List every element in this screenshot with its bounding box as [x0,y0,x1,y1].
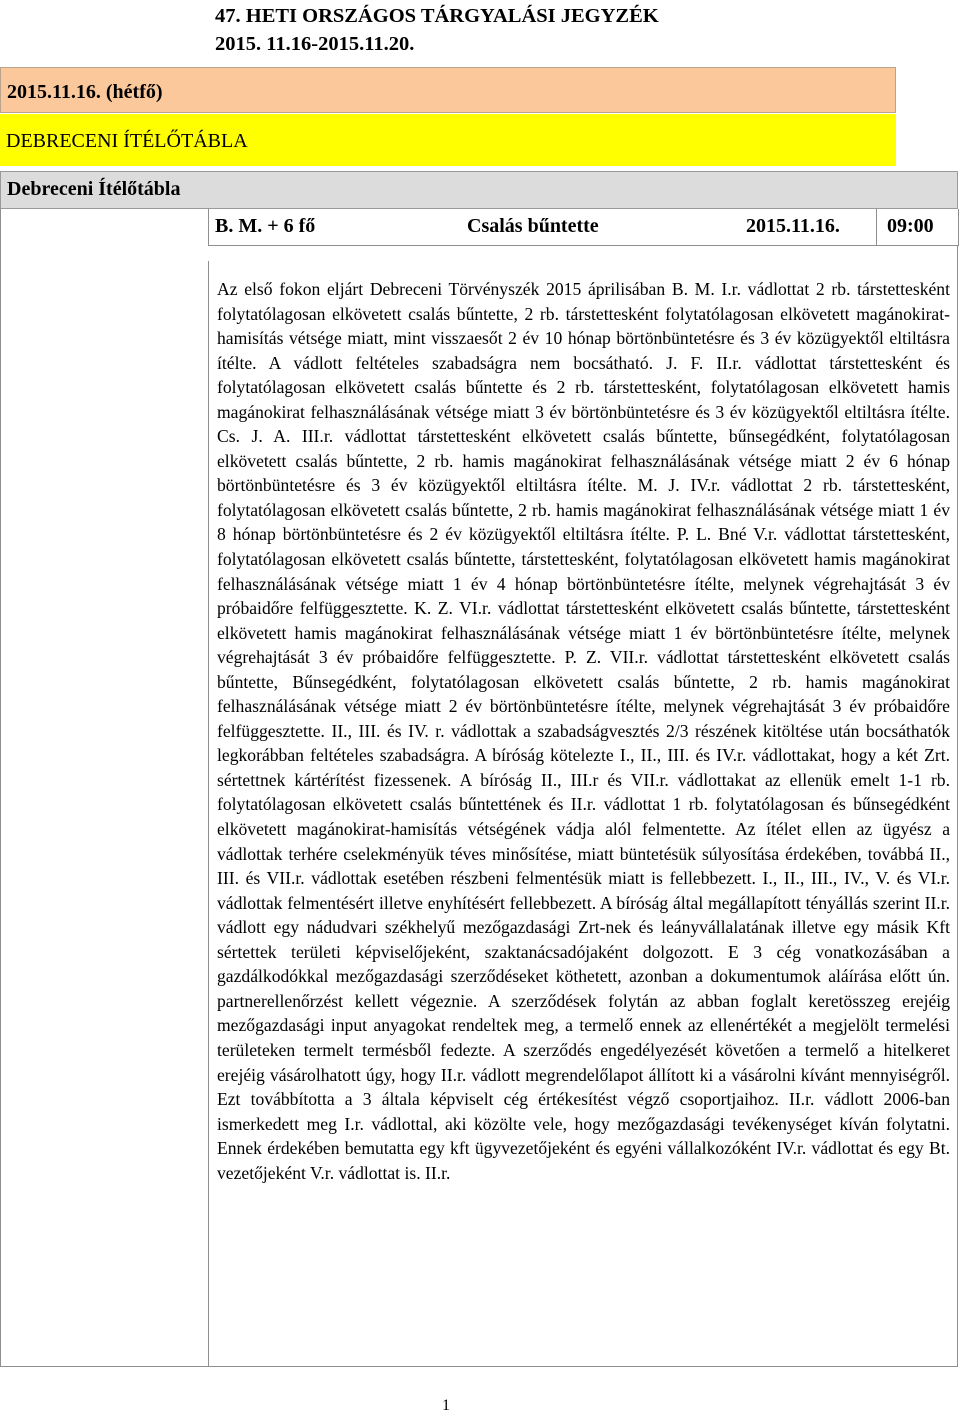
day-label: 2015.11.16. (hétfő) [7,81,163,103]
document-title: 47. HETI ORSZÁGOS TÁRGYALÁSI JEGYZÉK [215,5,659,27]
case-time: 09:00 [887,215,934,237]
case-entry [0,209,958,1367]
case-crime: Csalás bűntette [467,215,599,237]
document-date-range: 2015. 11.16-2015.11.20. [215,33,415,55]
page-number: 1 [442,1397,450,1414]
case-description: Az első fokon eljárt Debreceni Törvényszék 2015 áprilisában B. M. I.r. vádlottat 2 rb. társtettesként folytatólagosan elkövetett csalás bűntette, 2 rb. társtettesként folytatólagosan elkövetett magánokirat-hamisítás vétsége miatt, mint visszaesőt 2 év 10 hónap börtönbüntetésre és 3 év közügyektől eltiltásra ítélte. A vádlott feltételes szabadságra nem bocsátható. J. F. II.r. vádlottat társtettesként és folytatólagosan elkövetett csalás bűntette és 2 rb. társtettesként, folytatólagosan elkövetett hamis magánokirat felhasználásának vétsége miatt 3 év börtönbüntetésre és 3 év közügyektől eltiltásra ítélte. Cs. J. A. III.r. vádlottat társtettesként elkövetett csalás bűntette, bűnsegédként, folytatólagosan elkövetett csalás bűntette, 2 rb. hamis magánokirat felhasználásának vétsége miatt 2 év 6 hónap börtönbüntetésre és 3 év közügyektől eltiltásra ítélte. M. J. IV.r. vádlottat 2 rb. társtettesként, folytatólagosan elkövetett csalás bűntette, 2 rb. hamis magánokirat felhasználásának vétsége miatt 1 év 8 hónap börtönbüntetésre és 2 év közügyektől eltiltásra ítélte. P. L. Bné V.r. vádlottat társtettesként, folytatólagosan elkövetett csalás bűntette, társtettesként, folytatólagosan elkövetett hamis magánokirat felhasználásának vétsége miatt 1 év 4 hónap börtönbüntetésre ítélte, melynek végrehajtását 3 év próbaidőre felfüggesztette. K. Z. VI.r. vádlottat társtettesként elkövetett csalás bűntette, társtettesként elkövetett hamis magánokirat felhasználásának vétsége miatt 1 év börtönbüntetésre ítélte, melynek végrehajtását 3 év próbaidőre felfüggesztette. P. Z. VII.r. vádlottat társtettesként elkövetett csalás bűntette, Bűnsegédként, folytatólagosan elkövetett csalás bűntette, 2 rb. hamis magánokirat felhasználásának vétsége miatt 2 év börtönbüntetésre ítélte, melynek végrehajtását 3 év próbaidőre felfüggesztette. II., III. és IV. r. vádlottak a szabadságvesztés 2/3 részének kitöltése után bocsáthatók legkorábban feltételes szabadságra. A bíróság kötelezte I., II., III. és IV.r. vádlottakat, hogy a két Zrt. sértettnek kártérítést fizessenek. A bíróság II., III.r és VII.r. vádlottakat az ellenük emelt 1-1 rb. folytatólagosan elkövetett csalás bűntettének és II.r. vádlottat 1 rb. folytatólagosan és bűnsegédként elkövetett magánokirat-hamisítás vétségének vádja alól felmentette. Az ítélet ellen az ügyész a vádlottak terhére cselekményük téves minősítése, miatt büntetésük súlyosítása érdekében, továbbá II., III. és VII.r. vádlottak esetében részbeni felmentésük miatt is fellebbezett. I., II., III., IV., V. és VI.r. vádlottak felmentésért illetve enyhítésért fellebbezett. A bíróság által megállapított tényállás szerint II.r. vádlott egy nádudvari székhelyű mezőgazdasági Zrt-nek és leányvállalatának illetve egy másik Kft sértettek területi képviselőjeként, szaktanácsadójaként dolgozott. E 3 cég vonatkozásában a gazdálkodókkal mezőgazdasági szerződéseket köthetett, azonban a dokumentumok aláírása előtt ún. partnerellenőrzést kellett végeznie. A szerződések folytán az abban foglalt keretösszeg erejéig mezőgazdasági input anyagokat rendeltek meg, a termelő ennek az ellenértékét a megjelölt termelési területeken termelt termésből fedezte. A szerződés engedélyezését követően a termelő a hitelkeret erejéig vásárolhatott úgy, hogy II.r. vádlott megrendelőlapot állított ki a vásárolni kívánt mennyiségről. Ezt továbbította a 3 általa képviselt cég értékesítést végző csoportjaihoz. II.r. vádlott 2006-ban ismerkedett meg I.r. vádlottal, aki közölte vele, hogy mezőgazdasági tevékenységet kíván folytatni. Ennek érdekében bemutatta egy kft ügyvezetőjeként és egyéni vállalkozóként IV.r. vádlottat és egy Bt. vezetőjeként V.r. vádlottat is. II.r. [217,279,950,1183]
section-header [0,171,958,209]
section-name: Debreceni Ítélőtábla [7,178,181,200]
case-defendants: B. M. + 6 fő [215,215,316,237]
case-body [208,261,959,1367]
case-date: 2015.11.16. [746,215,840,237]
court-name: DEBRECENI ÍTÉLŐTÁBLA [6,130,248,152]
day-header [0,67,896,113]
header-divider [876,209,877,245]
court-header [0,114,896,166]
case-header-row [208,209,959,246]
